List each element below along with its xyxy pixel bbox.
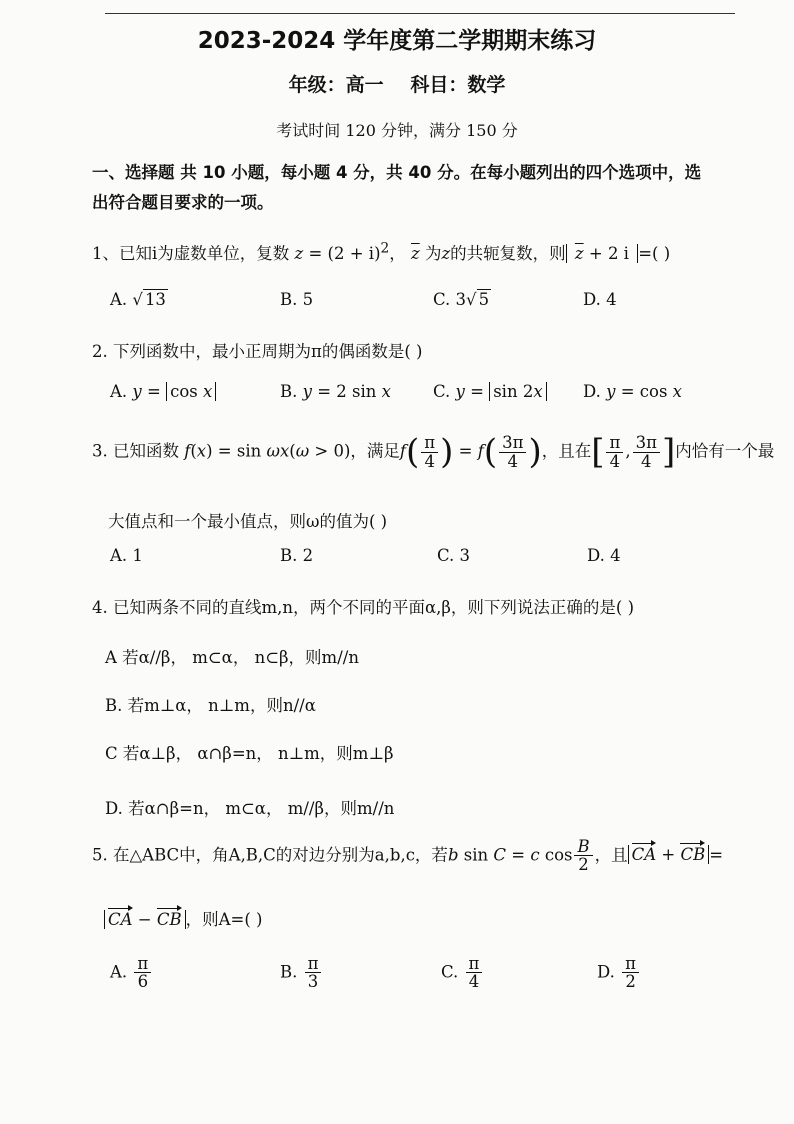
q4-option-d: D. 若α∩β=n， m⊂α， m//β，则m//n bbox=[105, 799, 395, 818]
exam-subtitle bbox=[0, 70, 794, 97]
q5-option-c: C. $\frac{\pi}{4}$ bbox=[441, 955, 484, 991]
header-rule bbox=[105, 13, 735, 14]
q1-option-a: A. √ 13 bbox=[110, 290, 166, 309]
q3-option-c: C. 3 bbox=[437, 546, 471, 565]
question-4: 4. 已知两条不同的直线m,n，两个不同的平面α,β，则下列说法正确的是( ) bbox=[92, 598, 635, 617]
section-heading: 一、选择题 共 10 小题，每小题 4 分，共 40 分。在每小题列出的四个选项中，选 出符合题目要求的一项。 bbox=[92, 163, 702, 212]
exam-time-info: 考试时间 120 分钟，满分 150 分 bbox=[276, 121, 518, 140]
q1-option-b: B. 5 bbox=[280, 290, 314, 309]
q3-option-d: D. 4 bbox=[587, 546, 621, 565]
question-1: 1、已知i为虚数单位，复数 $z = (2 + i)^2$， $\overline{z}$ 为z的共轭复数，则 $\overline{z} + 2$ i =( ) bbox=[92, 240, 671, 263]
subject-label: 科目：数学 bbox=[410, 74, 506, 96]
q1-option-c: C. 3√ 5 bbox=[433, 290, 490, 309]
q3-option-b: B. 2 bbox=[280, 546, 314, 565]
q4-option-b: B. 若m⊥α， n⊥m，则n//α bbox=[105, 696, 316, 715]
grade-label: 年级：高一 bbox=[288, 74, 384, 96]
q1-option-d: D. 4 bbox=[583, 290, 617, 309]
page-title: 2023-2024 学年度第二学期期末练习 bbox=[197, 28, 597, 54]
q2-option-a: A. y = cos x bbox=[110, 382, 216, 401]
q5-option-b: B. $\frac{\pi}{3}$ bbox=[280, 955, 323, 991]
q4-option-a: A 若α//β， m⊂α， n⊂β，则m//n bbox=[105, 648, 359, 667]
question-3-line2: 大值点和一个最小值点，则ω的值为( ) bbox=[108, 512, 388, 531]
question-3: 3. 已知函数 f(x) = sin ωx(ω > 0)，满足f( $\frac{\pi}{4}$ ) = f( $\frac{3\pi}{4}$ )，且在[ $\frac{\pi}{4}$ , $\frac{3\pi}{4}$ ]内恰有一个最 bbox=[92, 432, 775, 472]
q2-option-c: C. y = sin 2x bbox=[433, 382, 547, 401]
q4-option-c: C 若α⊥β， α∩β=n， n⊥m，则m⊥β bbox=[105, 744, 394, 763]
q5-option-d: D. $\frac{\pi}{2}$ bbox=[597, 955, 641, 991]
q5-option-a: A. $\frac{\pi}{6}$ bbox=[110, 955, 153, 991]
q2-option-d: D. y = cos x bbox=[583, 382, 682, 401]
q3-option-a: A. 1 bbox=[110, 546, 143, 565]
q2-option-b: B. y = 2 sin x bbox=[280, 382, 391, 401]
question-5: 5. 在△ABC中，角A,B,C的对边分别为a,b,c，若b sin C = c cos $\frac{B}{2}$ ，且 CA + CB = bbox=[92, 837, 724, 875]
question-2: 2. 下列函数中，最小正周期为π的偶函数是( ) bbox=[92, 342, 423, 361]
question-5-line2: CA − CB ，则A=( ) bbox=[104, 906, 263, 930]
